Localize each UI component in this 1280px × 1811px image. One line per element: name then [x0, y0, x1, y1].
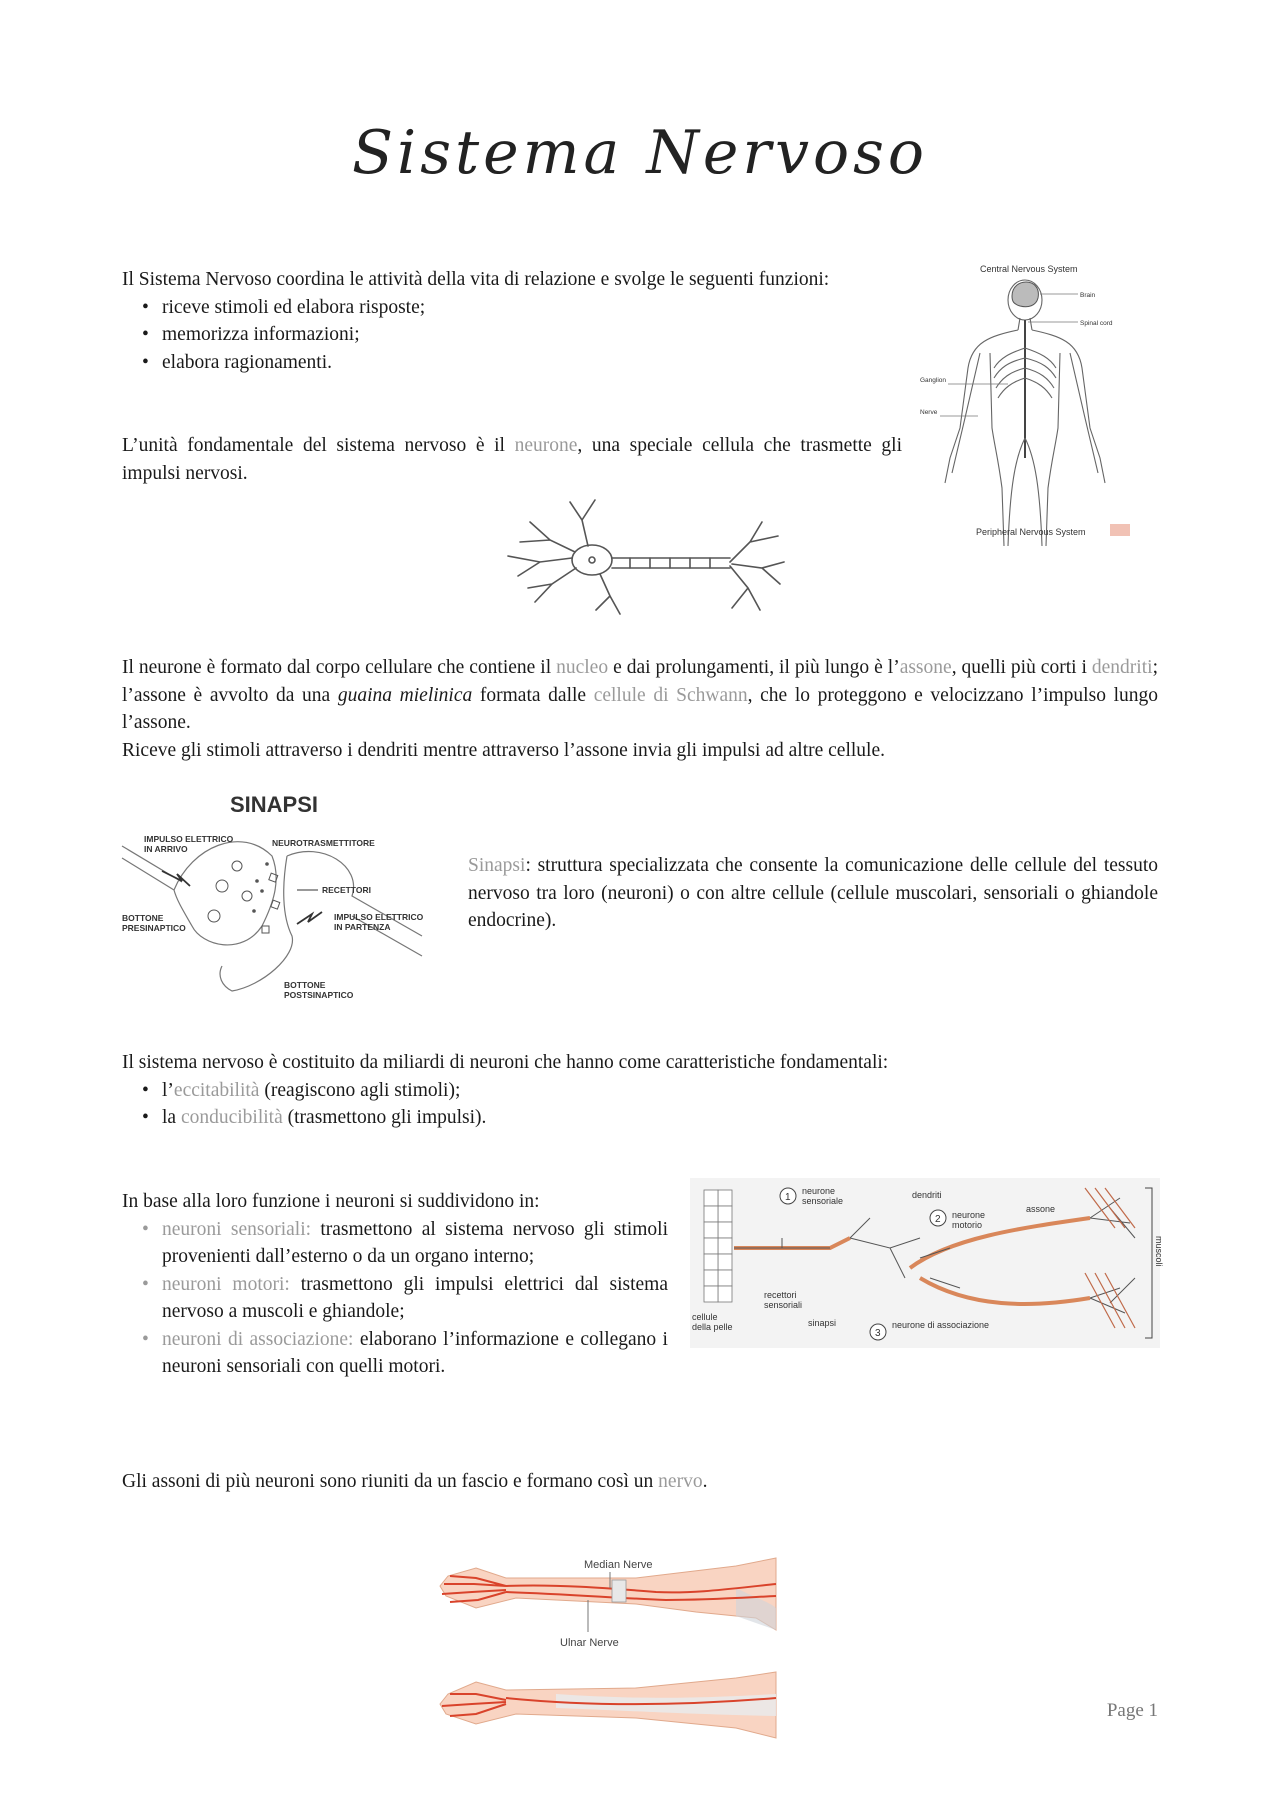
- unit-paragraph: [122, 432, 902, 487]
- neurone-sensoriale-label-2: sensoriale: [802, 1196, 844, 1206]
- nerve-text-2: .: [702, 1471, 708, 1492]
- structure-text-5: formata dalle: [472, 684, 594, 706]
- term-neurone: neurone: [514, 435, 578, 456]
- characteristics-text: Il sistema nervoso è costituito da miliardi di neuroni che hanno come caratteristiche fondamentali:: [122, 1052, 889, 1073]
- left-arm-outline: [945, 330, 1018, 483]
- sinapsi-label: sinapsi: [808, 1318, 837, 1328]
- synapse-text: : struttura specializzata che consente la comunicazione delle cellule del tessuto nervoso tra loro (neuroni) o con altre cellule (cellule muscolari, sensoriali o ghiandole endocrine).: [468, 855, 1158, 931]
- recettori-sensoriali-label-1: recettori: [764, 1290, 797, 1300]
- recettori-label: RECETTORI: [322, 885, 371, 895]
- list-item: • neuroni sensoriali: trasmettono al sistema nervoso gli stimoli provenienti dall’esterno o da un organo interno;: [162, 1216, 668, 1271]
- neuron-drawing: [500, 492, 790, 622]
- list-item: • l’eccitabilità (reagiscono agli stimoli);: [162, 1077, 1162, 1105]
- neurotrasmettitore-label: NEUROTRASMETTITORE: [272, 838, 375, 848]
- term-cellule-schwann: cellule di Schwann: [593, 684, 748, 706]
- unit-text-2: , una speciale cellula che trasmette gli impulsi nervosi.: [122, 435, 903, 484]
- neurone-sensoriale-label-1: neurone: [802, 1186, 836, 1196]
- median-nerve-label: Median Nerve: [584, 1559, 653, 1571]
- neurone-associazione-label: neurone di associazione: [892, 1320, 990, 1330]
- neuron-types-figure: [690, 1178, 1164, 1348]
- arm-nerves-figure: [436, 1548, 786, 1744]
- term-neuroni-associazione: neuroni di associazione:: [162, 1328, 354, 1350]
- list-item: • memorizza informazioni;: [162, 321, 902, 349]
- synapse-figure: [122, 786, 452, 1006]
- impulso-partenza-label-2: IN PARTENZA: [334, 922, 391, 932]
- types-list: [122, 1216, 668, 1381]
- impulso-arrivo-label-1: IMPULSO ELETTRICO: [144, 834, 234, 844]
- term-eccitabilita: eccitabilità: [173, 1079, 260, 1101]
- bottone-pre-label-1: BOTTONE: [122, 913, 164, 923]
- right-arm-outline: [1032, 330, 1105, 483]
- term-sinapsi: Sinapsi: [468, 855, 526, 876]
- structure-text-3: , quelli più corti i: [951, 657, 1092, 678]
- term-guaina-mielinica: guaina mielinica: [337, 684, 473, 706]
- page-title: Sistema Nervoso: [351, 118, 929, 188]
- characteristics-list: [122, 1077, 1162, 1132]
- structure-text-2: e dai prolungamenti, il più lungo è l’: [608, 657, 900, 678]
- term-conducibilita: conducibilità: [180, 1107, 283, 1128]
- term-neuroni-sensoriali: neuroni sensoriali:: [162, 1218, 312, 1240]
- impulse-arrow-in: [162, 871, 190, 886]
- bottone-post-label-2: POSTSINAPTICO: [284, 990, 354, 1000]
- presynaptic-button: [174, 842, 276, 945]
- nerve-text-1: Gli assoni di più neuroni sono riuniti da un fascio e formano così un: [122, 1471, 659, 1492]
- bottone-post-label-1: BOTTONE: [284, 980, 326, 990]
- logo-mark: [1110, 524, 1130, 536]
- functions-list: [122, 294, 902, 377]
- list-item: • elabora ragionamenti.: [162, 349, 902, 377]
- characteristics-section: [122, 1049, 1162, 1132]
- bottone-pre-label-2: PRESINAPTICO: [122, 923, 186, 933]
- neurone-motorio-label-2: motorio: [952, 1220, 983, 1230]
- types-section: [122, 1188, 668, 1381]
- dendrites: [508, 500, 620, 614]
- term-dendriti: dendriti: [1091, 657, 1153, 678]
- structure-line-2: Riceve gli stimoli attraverso i dendriti mentre attraverso l’assone invia gli impulsi ad altre cellule.: [122, 740, 885, 761]
- nerve-paragraph: [122, 1468, 1162, 1496]
- cellule-pelle-label-2: della pelle: [692, 1322, 733, 1332]
- structure-text-1: Il neurone è formato dal corpo cellulare che contiene il: [122, 657, 557, 678]
- cell-body-outline: [572, 545, 612, 575]
- list-item: • la conducibilità (trasmettono gli impulsi).: [162, 1104, 1162, 1132]
- muscoli-label: muscoli: [1154, 1236, 1164, 1267]
- neurone-motorio-label-1: neurone: [952, 1210, 986, 1220]
- ganglion-label: Ganglion: [920, 377, 947, 384]
- structure-text-6: , che lo proteggono e velocizzano l’impulso lungo l’assone.: [122, 684, 1159, 733]
- impulse-arrow-out: [297, 912, 322, 924]
- number-3: 3: [875, 1328, 881, 1339]
- term-nucleo: nucleo: [556, 657, 609, 678]
- nervous-system-figure: [920, 258, 1140, 546]
- myelin-segments: [630, 558, 710, 568]
- assone-label: assone: [1026, 1204, 1056, 1214]
- nerve-label: Nerve: [920, 409, 938, 416]
- spinal-cord-label: Spinal cord: [1080, 320, 1113, 327]
- types-text: In base alla loro funzione i neuroni si suddividono in:: [122, 1191, 540, 1212]
- pns-label: Peripheral Nervous System: [976, 527, 1086, 537]
- brain-label: Brain: [1080, 292, 1096, 299]
- structure-paragraph: [122, 654, 1158, 737]
- dendriti-label: dendriti: [912, 1190, 942, 1200]
- term-neuroni-motori: neuroni motori:: [162, 1273, 290, 1295]
- ulnar-nerve-label: Ulnar Nerve: [560, 1637, 619, 1649]
- impulso-arrivo-label-2: IN ARRIVO: [144, 844, 188, 854]
- lower-arm-drawing: [440, 1672, 776, 1738]
- page-number: Page 1: [1106, 1700, 1158, 1721]
- intro-text: Il Sistema Nervoso coordina le attività della vita di relazione e svolge le seguenti funzioni:: [122, 269, 830, 290]
- axon-terminals: [730, 522, 784, 610]
- brain-icon: [1012, 282, 1038, 307]
- structure-text-4: ; l’assone è avvolto da una: [122, 657, 1158, 706]
- intro-section: [122, 266, 902, 376]
- number-1: 1: [785, 1192, 791, 1203]
- impulso-partenza-label-1: IMPULSO ELETTRICO: [334, 912, 424, 922]
- cellule-pelle-label-1: cellule: [692, 1312, 718, 1322]
- nucleus-outline: [589, 557, 595, 563]
- term-nervo: nervo: [658, 1471, 703, 1492]
- recettori-sensoriali-label-2: sensoriali: [764, 1300, 803, 1310]
- unit-text-1: L’unità fondamentale del sistema nervoso è il: [122, 435, 515, 456]
- list-item: • riceve stimoli ed elabora risposte;: [162, 294, 902, 322]
- list-item: • neuroni di associazione: elaborano l’informazione e collegano i neuroni sensoriali con quelli motori.: [162, 1326, 668, 1381]
- synapse-title: SINAPSI: [230, 792, 319, 817]
- cns-label: Central Nervous System: [980, 264, 1078, 274]
- number-2: 2: [935, 1214, 941, 1225]
- synapse-paragraph: [468, 852, 1158, 935]
- list-item: • neuroni motori: trasmettono gli impulsi elettrici dal sistema nervoso a muscoli e ghiandole;: [162, 1271, 668, 1326]
- term-assone: assone: [899, 657, 952, 678]
